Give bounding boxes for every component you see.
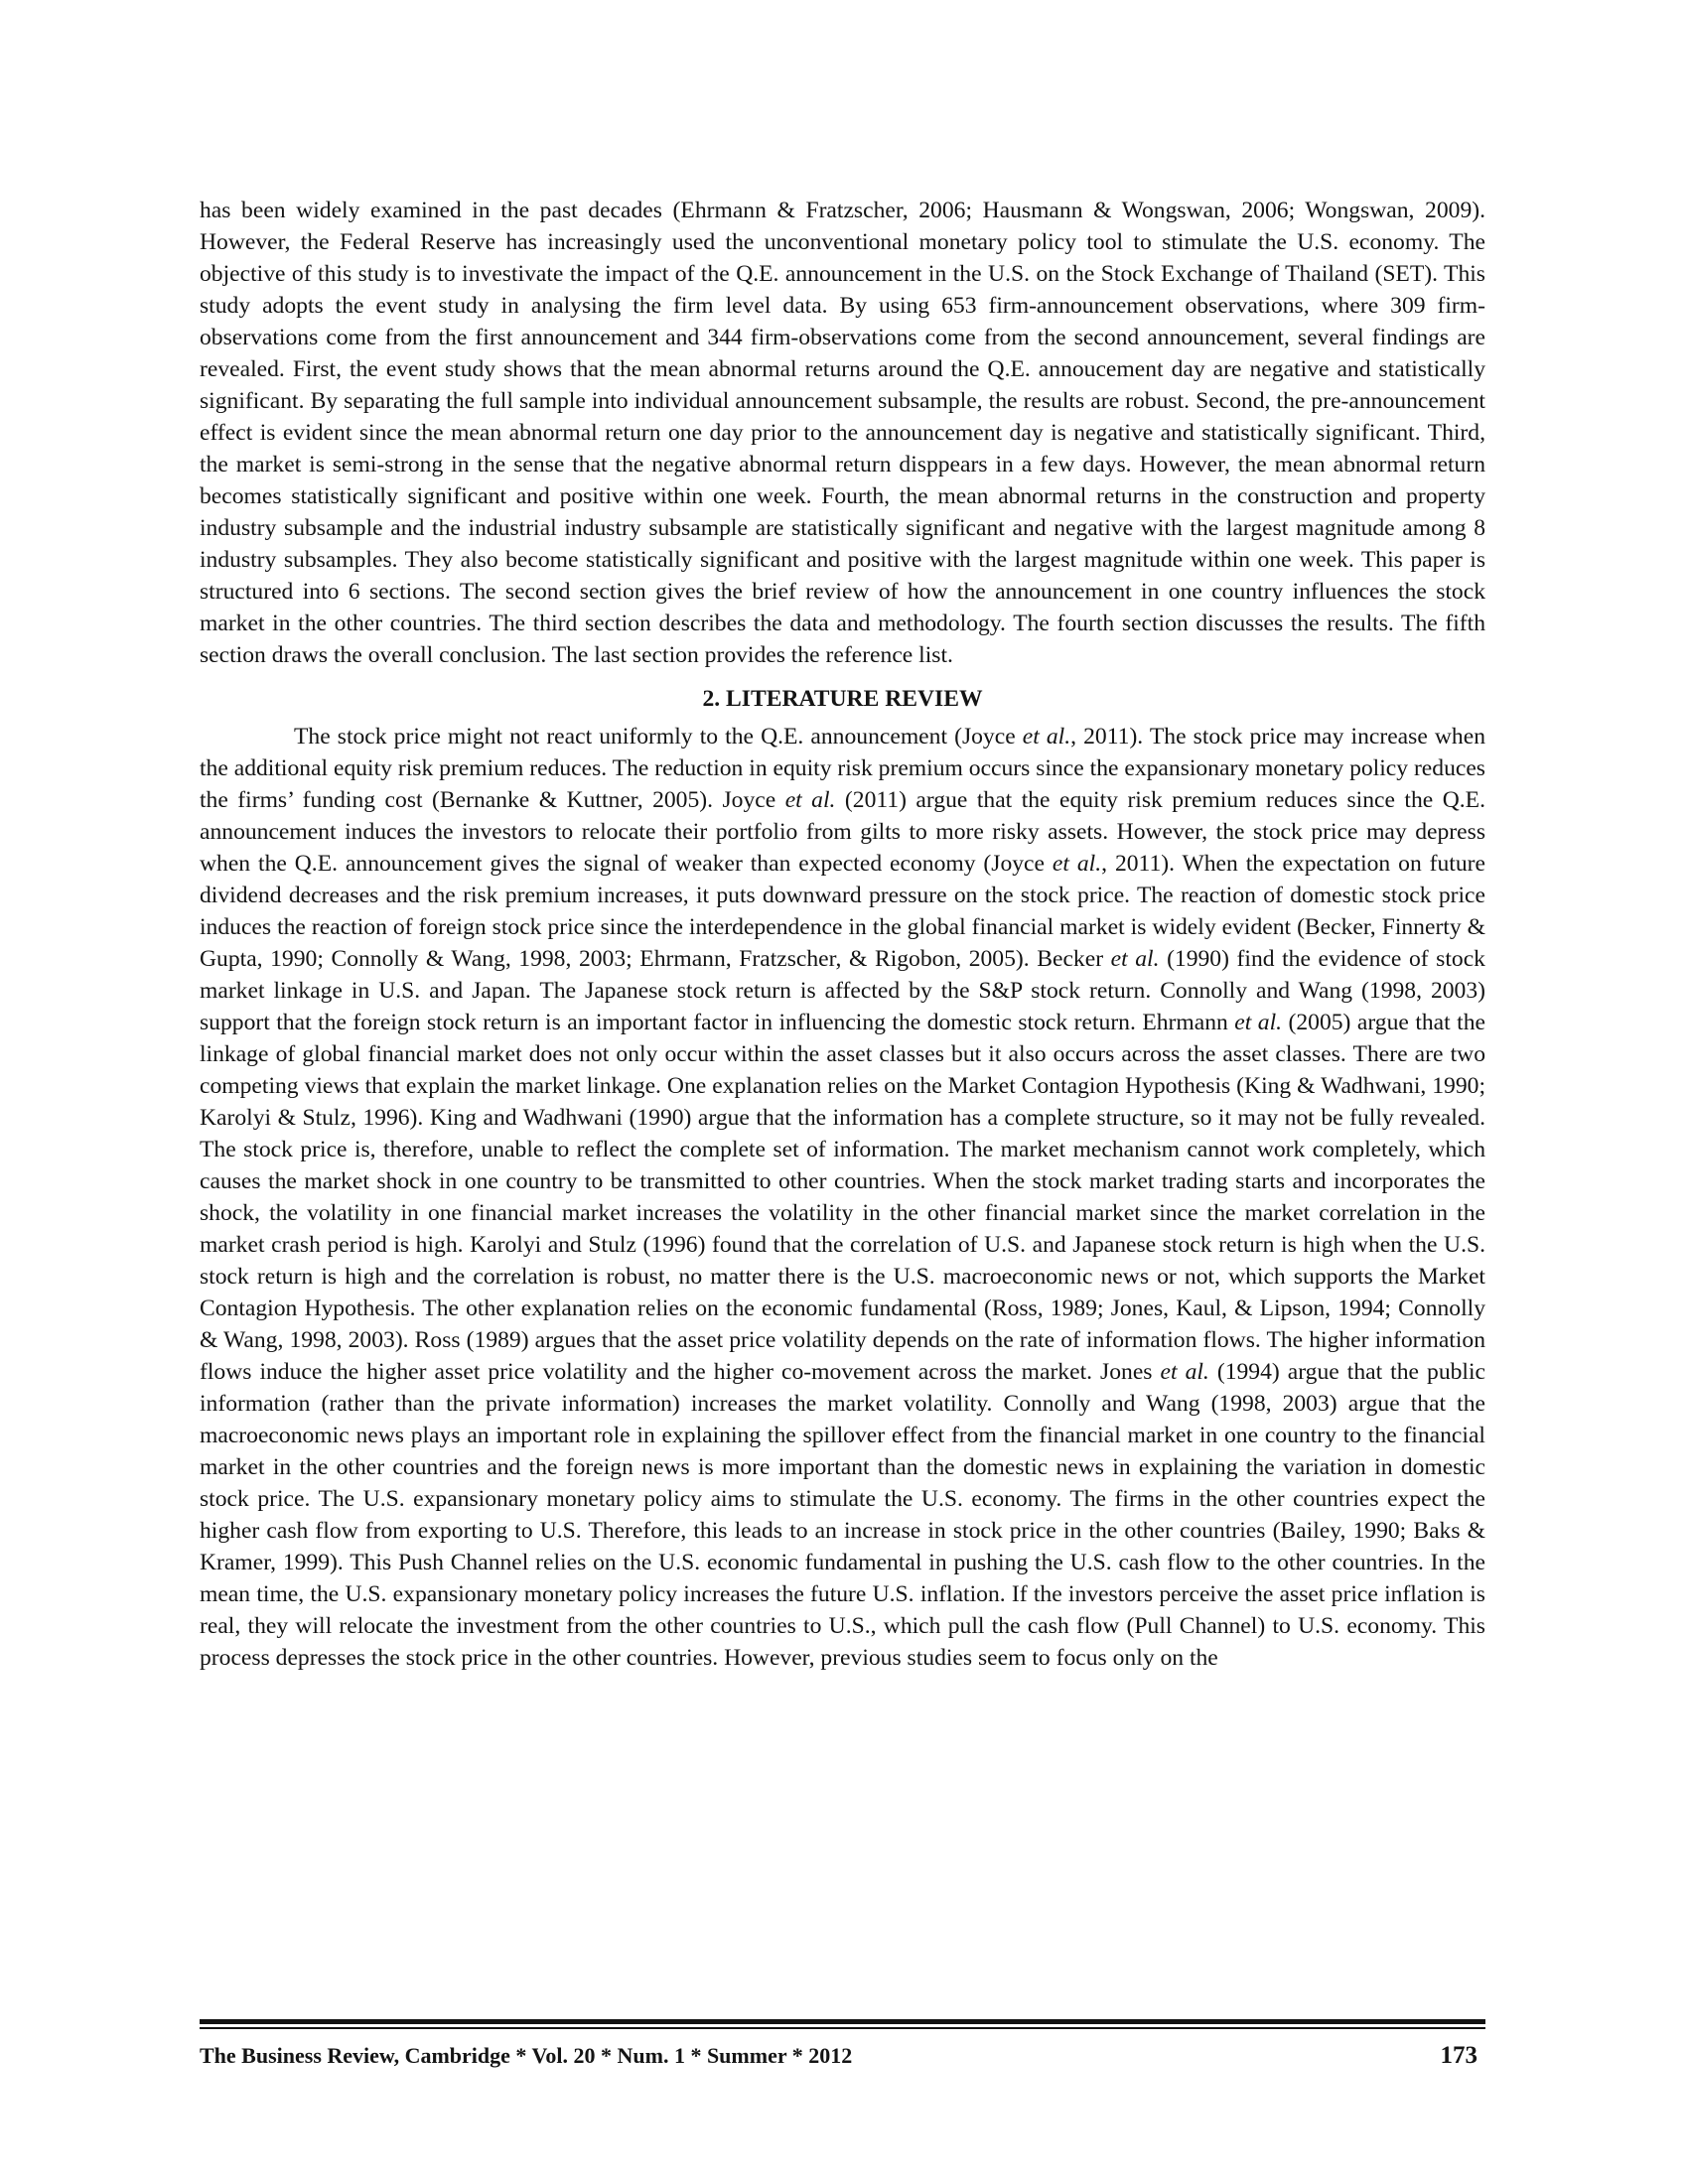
text-run: , 2011). When the expectation on future dividend decreases and the risk premium increases, it puts downward pressure on the stock price. The reaction of domestic stock price induces the reaction of foreign stock price since the interdependence in the global financial market is widely evident (Becker, Finnerty & Gupta, 1990; Connolly & Wang, 1998, 2003; Ehrmann, Fratzscher, & Rigobon, 2005). Becker — [200, 851, 1485, 972]
page-footer — [200, 2038, 1485, 2074]
citation-et-al: et al. — [1160, 1359, 1209, 1385]
text-run: (2011) argue that the equity risk premium reduces since the Q.E. announcement induces the investors to relocate their portfolio from gilts to more risky assets. However, the stock price may depress when the Q.E. announcement gives the signal of weaker than expected economy (Joyce — [200, 787, 1485, 877]
body-text — [200, 195, 1485, 1674]
text-run: (1990) find the evidence of stock market linkage in U.S. and Japan. The Japanese stock return is affected by the S&P stock return. Connolly and Wang (1998, 2003) support that the foreign stock return is an important factor in influencing the domestic stock return. Ehrmann — [200, 946, 1485, 1035]
intro-paragraph: has been widely examined in the past decades (Ehrmann & Fratzscher, 2006; Hausmann & Wongswan, 2006; Wongswan, 2009). However, the Federal Reserve has increasingly used the unconventional monetary policy tool to stimulate the U.S. economy. The objective of this study is to investivate the impact of the Q.E. announcement in the U.S. on the Stock Exchange of Thailand (SET). This study adopts the event study in analysing the firm level data. By using 653 firm-announcement observations, where 309 firm-observations come from the first announcement and 344 firm-observations come from the second announcement, several findings are revealed. First, the event study shows that the mean abnormal returns around the Q.E. annoucement day are negative and statistically significant. By separating the full sample into individual announcement subsample, the results are robust. Second, the pre-announcement effect is evident since the mean abnormal return one day prior to the announcement day is negative and statistically significant. Third, the market is semi-strong in the sense that the negative abnormal return disppears in a few days. However, the mean abnormal return becomes statistically significant and positive within one week. Fourth, the mean abnormal returns in the construction and property industry subsample and the industrial industry subsample are statistically significant and negative with the largest magnitude among 8 industry subsamples. They also become statistically significant and positive with the largest magnitude within one week. This paper is structured into 6 sections. The second section gives the brief review of how the announcement in one country influences the stock market in the other countries. The third section describes the data and methodology. The fourth section discusses the results. The fifth section draws the overall conclusion. The last section provides the reference list. — [200, 198, 1485, 668]
citation-et-al: et al. — [1110, 946, 1160, 972]
literature-review-paragraph — [200, 721, 1485, 1674]
citation-et-al: et al. — [1234, 1010, 1283, 1035]
page-number: 173 — [1440, 2042, 1477, 2069]
text-run: (2005) argue that the linkage of global financial market does not only occur within the asset classes but it also occurs across the asset classes. There are two competing views that explain the market linkage. One explanation relies on the Market Contagion Hypothesis (King & Wadhwani, 1990; Karolyi & Stulz, 1996). King and Wadhwani (1990) argue that the information has a complete structure, so it may not be fully revealed. The stock price is, therefore, unable to reflect the complete set of information. The market mechanism cannot work completely, which causes the market shock in one country to be transmitted to other countries. When the stock market trading starts and incorporates the shock, the volatility in one financial market increases the volatility in the other financial market since the market correlation in the market crash period is high. Karolyi and Stulz (1996) found that the correlation of U.S. and Japanese stock return is high when the U.S. stock return is high and the correlation is robust, no matter there is the U.S. macroeconomic news or not, which supports the Market Contagion Hypothesis. The other explanation relies on the economic fundamental (Ross, 1989; Jones, Kaul, & Lipson, 1994; Connolly & Wang, 1998, 2003). Ross (1989) argues that the asset price volatility depends on the rate of information flows. The higher information flows induce the higher asset price volatility and the higher co-movement across the market. Jones — [200, 1010, 1485, 1385]
citation-et-al: et al. — [784, 787, 836, 813]
citation-et-al: et al. — [1052, 851, 1102, 877]
text-run: The stock price might not react uniformly to the Q.E. announcement (Joyce — [294, 724, 1023, 750]
journal-citation: The Business Review, Cambridge * Vol. 20 * Num. 1 * Summer * 2012 — [200, 2043, 853, 2068]
footer-rule-thick — [200, 2019, 1485, 2024]
citation-et-al: et al. — [1022, 724, 1071, 750]
section-heading: 2. LITERATURE REVIEW — [702, 686, 983, 712]
text-run: (1994) argue that the public information (rather than the private information) increases the market volatility. Connolly and Wang (1998, 2003) argue that the macroeconomic news plays an important role in explaining the spillover effect from the financial market in one country to the financial market in the other countries and the foreign news is more important than the domestic news in explaining the variation in domestic stock price. The U.S. expansionary monetary policy aims to stimulate the U.S. economy. The firms in the other countries expect the higher cash flow from exporting to U.S. Therefore, this leads to an increase in stock price in the other countries (Bailey, 1990; Baks & Kramer, 1999). This Push Channel relies on the U.S. economic fundamental in pushing the U.S. cash flow to the other countries. In the mean time, the U.S. expansionary monetary policy increases the future U.S. inflation. If the investors perceive the asset price inflation is real, they will relocate the investment from the other countries to U.S., which pull the cash flow (Pull Channel) to U.S. economy. This process depresses the stock price in the other countries. However, previous studies seem to focus only on the — [200, 1359, 1485, 1671]
footer-rule-thin — [200, 2027, 1485, 2029]
text-run: , 2011). The stock price may increase when the additional equity risk premium reduces. The reduction in equity risk premium occurs since the expansionary monetary policy reduces the firms’ funding cost (Bernanke & Kuttner, 2005). Joyce — [200, 724, 1485, 813]
